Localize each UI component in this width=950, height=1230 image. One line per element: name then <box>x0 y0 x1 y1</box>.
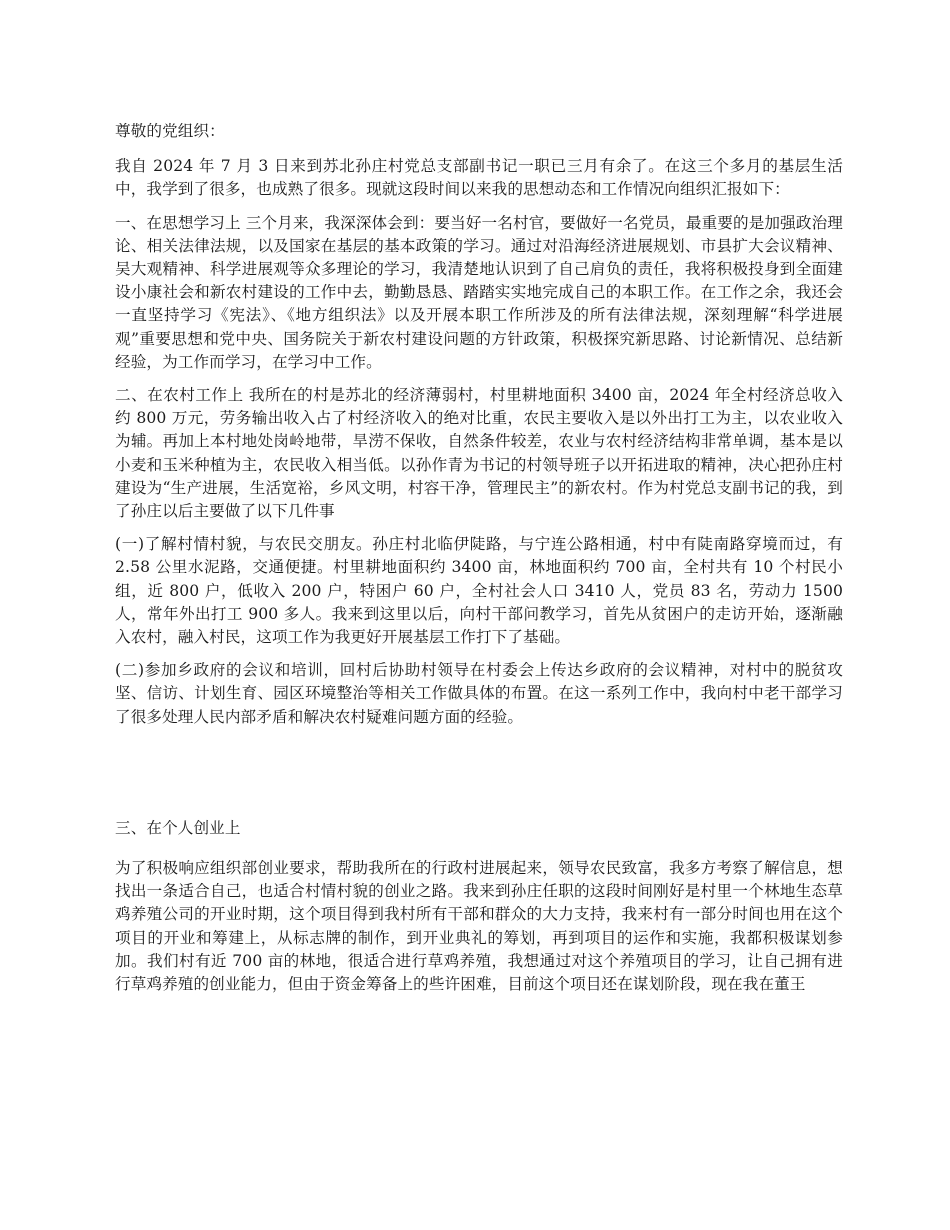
intro-paragraph: 我自 2024 年 7 月 3 日来到苏北孙庄村党总支部副书记一职已三月有余了。在这三个多月的基层生活中，我学到了很多，也成熟了很多。现就这段时间以来我的思想动态和工作情况向组织汇报如下： <box>115 157 843 199</box>
blank-space <box>115 739 843 817</box>
document-body <box>115 120 843 1006</box>
salutation: 尊敬的党组织： <box>115 122 225 140</box>
section-2-paragraph: 二、在农村工作上 我所在的村是苏北的经济薄弱村，村里耕地面积 3400 亩，2024 年全村经济总收入约 800 万元，劳务输出收入占了村经济收入的绝对比重，农民主要收入是以外出打工为主，以农业收入为辅。再加上本村地处岗岭地带，旱涝不保收，自然条件较差，农业与农村经济结构非常单调，基本是以小麦和玉米种植为主，农民收入相当低。以孙作青为书记的村领导班子以开拓进取的精神，决心把孙庄村建设为“生产进展，生活宽裕，乡风文明，村容干净，管理民主”的新农村。作为村党总支副书记的我，到了孙庄以后主要做了以下几件事 <box>115 386 843 521</box>
section-3-paragraph: 为了积极响应组织部创业要求，帮助我所在的行政村进展起来，领导农民致富，我多方考察了解信息，想找出一条适合自己，也适合村情村貌的创业之路。我来到孙庄任职的这段时间刚好是村里一个林地生态草鸡养殖公司的开业时期，这个项目得到我村所有干部和群众的大力支持，我来村有一部分时间也用在这个项目的开业和筹建上，从标志牌的制作，到开业典礼的筹划，再到项目的运作和实施，我都积极谋划参加。我们村有近 700 亩的林地，很适合进行草鸡养殖，我想通过对这个养殖项目的学习，让自己拥有进行草鸡养殖的创业能力，但由于资金筹备上的些许困难，目前这个项目还在谋划阶段，现在我在董王 <box>115 859 843 994</box>
section-1-paragraph: 一、在思想学习上 三个月来，我深深体会到：要当好一名村官，要做好一名党员，最重要的是加强政治理论、相关法律法规，以及国家在基层的基本政策的学习。通过对沿海经济进展规划、市县扩大会议精神、吴大观精神、科学进展观等众多理论的学习，我清楚地认识到了自己肩负的责任，我将积极投身到全面建设小康社会和新农村建设的工作中去，勤勤恳恳、踏踏实实地完成自己的本职工作。在工作之余，我还会一直坚持学习《宪法》、《地方组织法》以及开展本职工作所涉及的所有法律法规，深刻理解“科学进展观”重要思想和党中央、国务院关于新农村建设问题的方针政策，积极探究新思路、讨论新情况、总结新经验，为工作而学习，在学习中工作。 <box>115 213 843 371</box>
section-3-title: 三、在个人创业上 <box>115 818 241 837</box>
item-1-paragraph: (一)了解村情村貌，与农民交朋友。孙庄村北临伊陡路，与宁连公路相通，村中有陡南路穿境而过，有 2.58 公里水泥路，交通便捷。村里耕地面积约 3400 亩，林地面积约 700 亩，全村共有 10 个村民小组，近 800 户，低收入 200 户，特困户 60 户，全村社会人口 3410 人，党员 83 名，劳动力 1500 人，常年外出打工 900 多人。我来到这里以后，向村干部问教学习，首先从贫困户的走访开始，逐渐融入农村，融入村民，这项工作为我更好开展基层工作打下了基础。 <box>115 535 843 647</box>
item-2-paragraph: (二)参加乡政府的会议和培训，回村后协助村领导在村委会上传达乡政府的会议精神，对村中的脱贫攻坚、信访、计划生育、园区环境整治等相关工作做具体的布置。在这一系列工作中，我向村中老干部学习了很多处理人民内部矛盾和解决农村疑难问题方面的经验。 <box>115 661 843 726</box>
